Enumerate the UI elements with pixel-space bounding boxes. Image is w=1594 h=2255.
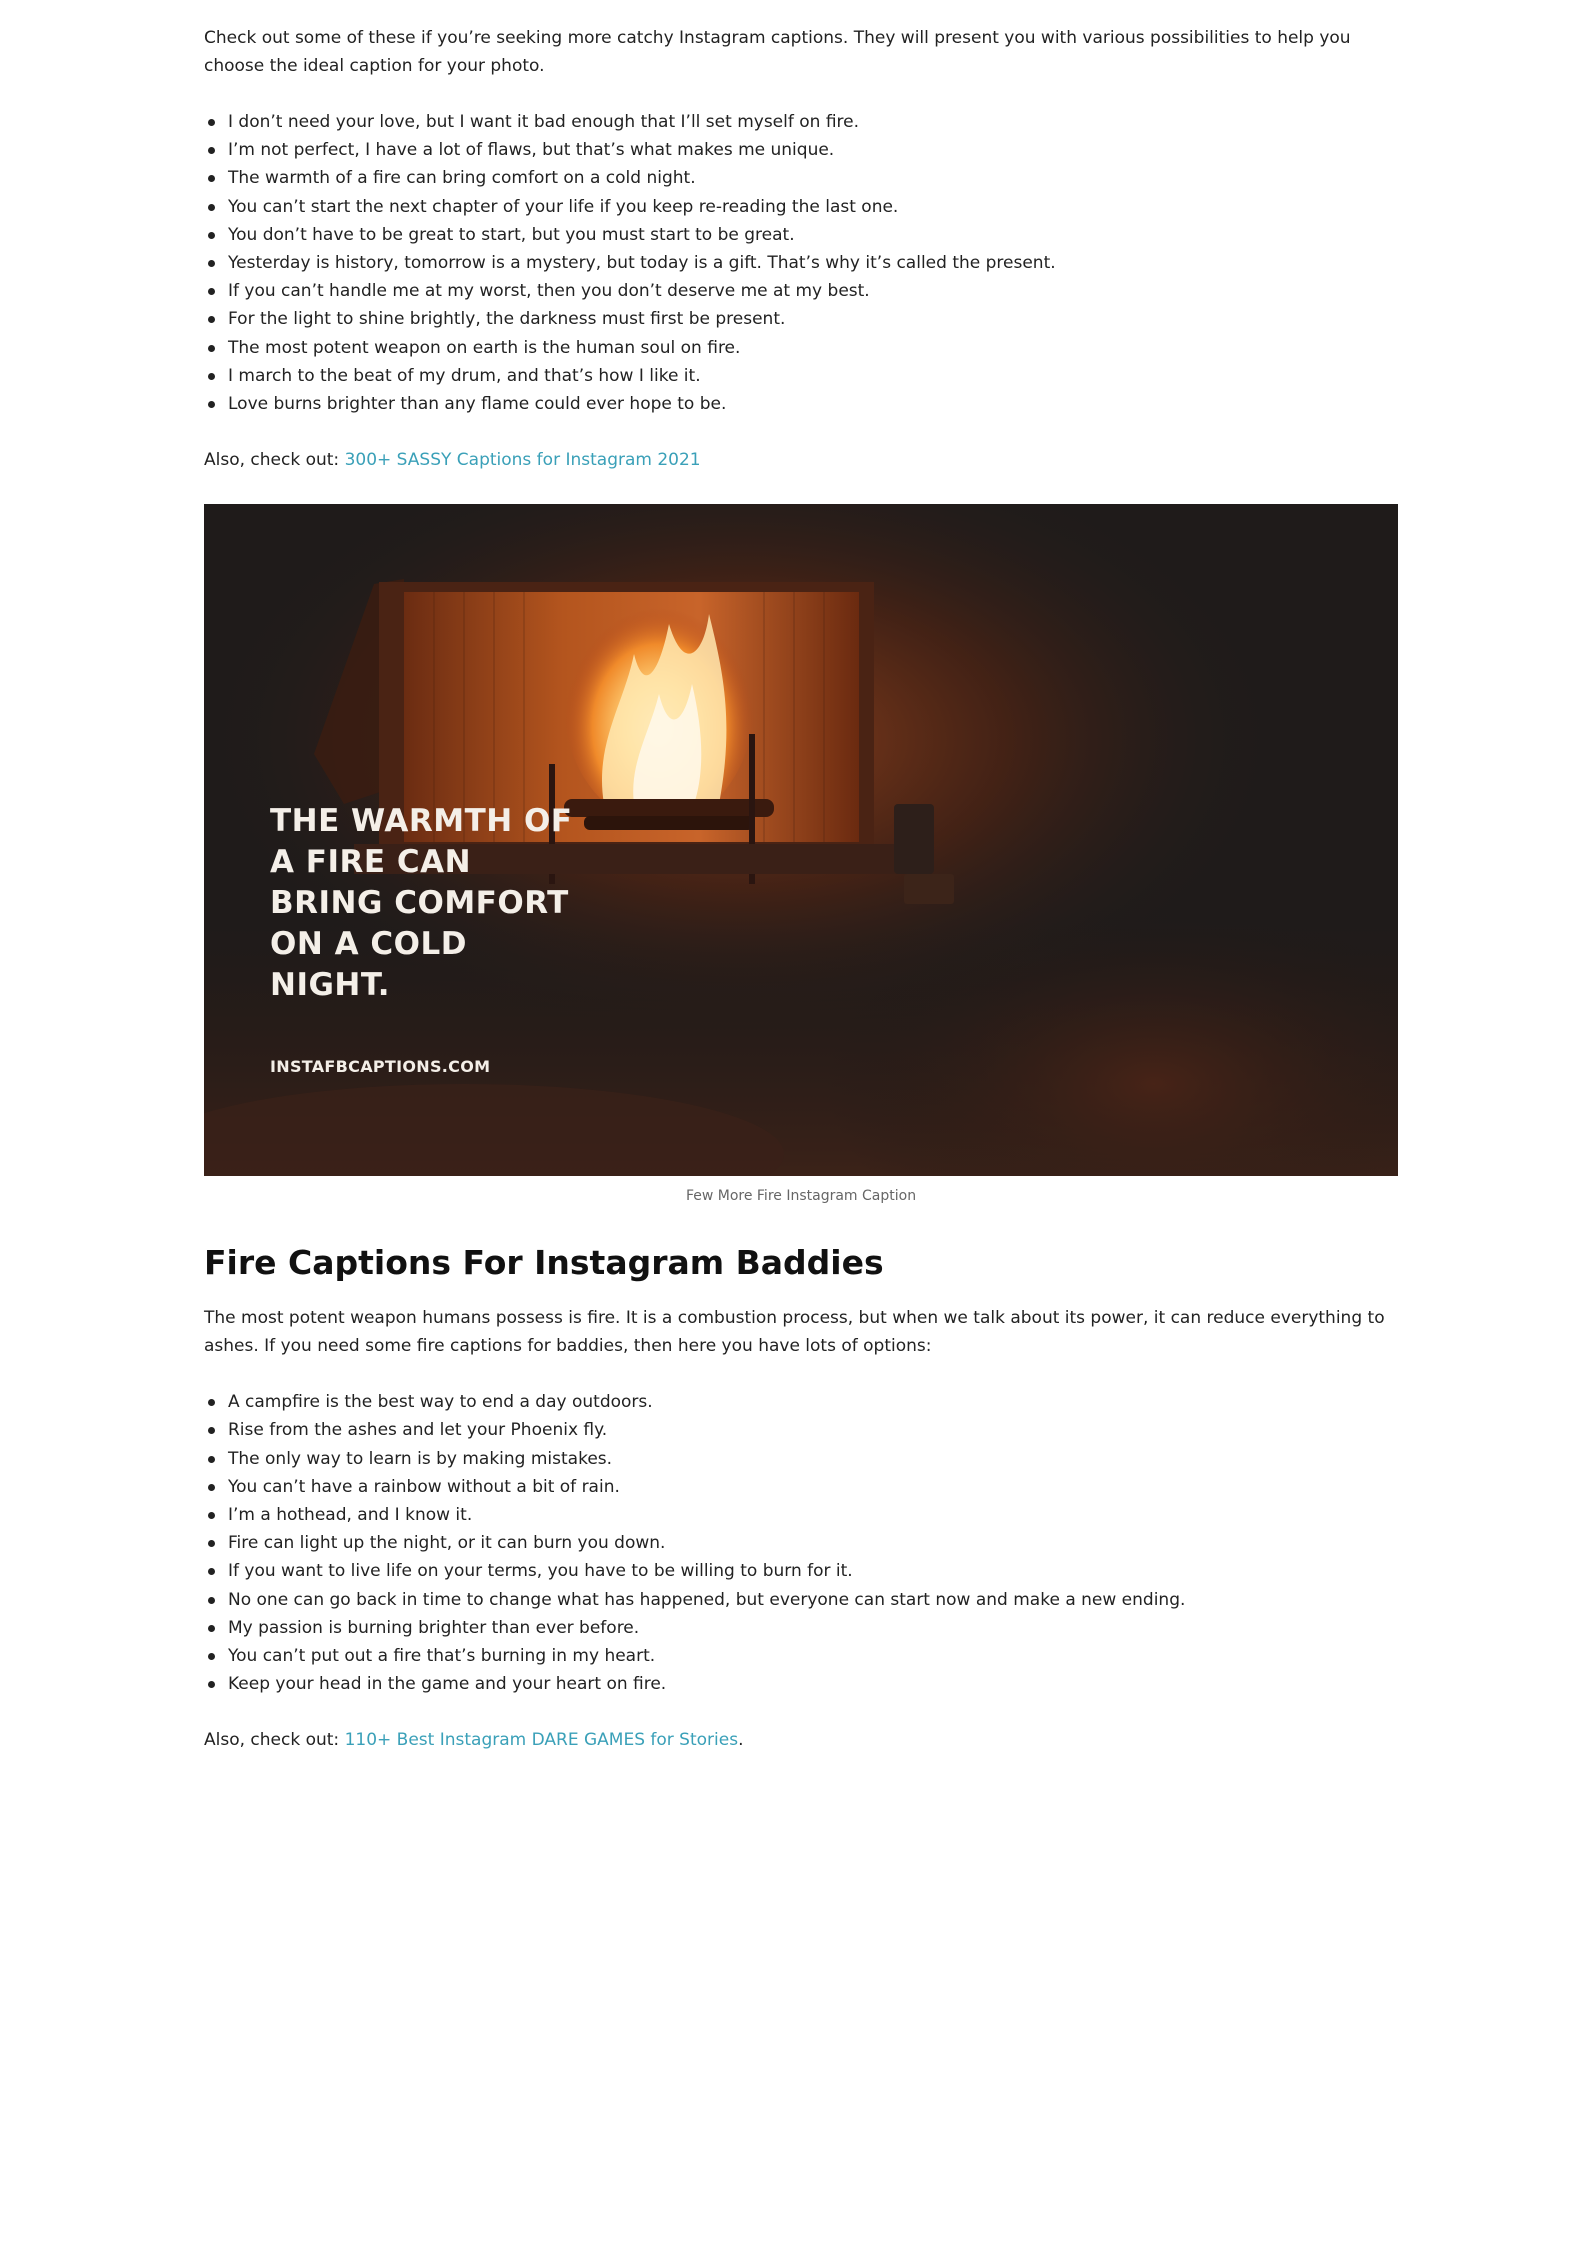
overlay-quote-line: NIGHT. [270, 967, 391, 1004]
list-item: Yesterday is history, tomorrow is a mystery, but today is a gift. That’s why it’s called the present. [204, 249, 1398, 277]
list-item: Keep your head in the game and your heart on fire. [204, 1670, 1398, 1698]
also-prefix: Also, check out: [204, 1730, 345, 1751]
also-check-out-1 [204, 446, 1398, 474]
list-item: The warmth of a fire can bring comfort on a cold night. [204, 164, 1398, 192]
list-item: A campfire is the best way to end a day outdoors. [204, 1388, 1398, 1416]
list-item: For the light to shine brightly, the darkness must first be present. [204, 305, 1398, 333]
list-item: If you can’t handle me at my worst, then you don’t deserve me at my best. [204, 277, 1398, 305]
article-content [204, 24, 1398, 1754]
list-item: My passion is burning brighter than ever before. [204, 1614, 1398, 1642]
list-item: You can’t have a rainbow without a bit of rain. [204, 1473, 1398, 1501]
list-item: I march to the beat of my drum, and that’s how I like it. [204, 362, 1398, 390]
list-item: I’m a hothead, and I know it. [204, 1501, 1398, 1529]
also-prefix: Also, check out: [204, 450, 345, 471]
list-item: You can’t put out a fire that’s burning in my heart. [204, 1642, 1398, 1670]
also-suffix: . [738, 1730, 744, 1751]
overlay-quote [270, 801, 590, 1006]
list-item: No one can go back in time to change what has happened, but everyone can start now and make a new ending. [204, 1586, 1398, 1614]
section1-intro: Check out some of these if you’re seeking more catchy Instagram captions. They will present you with various possibilities to help you choose the ideal caption for your photo. [204, 28, 1351, 76]
section-heading: Fire Captions For Instagram Baddies [204, 1243, 884, 1283]
also-check-out-2 [204, 1726, 1398, 1754]
list-item: Rise from the ashes and let your Phoenix fly. [204, 1416, 1398, 1444]
list-item: I don’t need your love, but I want it bad enough that I’ll set myself on fire. [204, 108, 1398, 136]
fireplace-image [204, 504, 1398, 1176]
caption-list-1 [204, 108, 1398, 418]
overlay-quote-line: ON A COLD [270, 926, 467, 963]
section2-intro: The most potent weapon humans possess is fire. It is a combustion process, but when we talk about its power, it can reduce everything to ashes. If you need some fire captions for baddies, then here you have lots of options: [204, 1308, 1385, 1357]
fireplace-figure [204, 504, 1398, 1206]
figure-caption: Few More Fire Instagram Caption [685, 1188, 917, 1205]
list-item: If you want to live life on your terms, you have to be willing to burn for it. [204, 1557, 1398, 1585]
list-item: The most potent weapon on earth is the human soul on fire. [204, 334, 1398, 362]
watermark-site: INSTAFBCAPTIONS.COM [270, 1057, 491, 1077]
list-item: I’m not perfect, I have a lot of flaws, but that’s what makes me unique. [204, 136, 1398, 164]
dare-games-link[interactable]: 110+ Best Instagram DARE GAMES for Stories [344, 1730, 739, 1751]
overlay-quote-line: THE WARMTH OF [270, 803, 573, 840]
list-item: You can’t start the next chapter of your life if you keep re-reading the last one. [204, 193, 1398, 221]
list-item: You don’t have to be great to start, but you must start to be great. [204, 221, 1398, 249]
list-item: Love burns brighter than any flame could ever hope to be. [204, 390, 1398, 418]
list-item: The only way to learn is by making mistakes. [204, 1445, 1398, 1473]
caption-list-2 [204, 1388, 1398, 1698]
sassy-captions-link[interactable]: 300+ SASSY Captions for Instagram 2021 [344, 450, 701, 471]
overlay-quote-line: BRING COMFORT [270, 885, 569, 922]
list-item: Fire can light up the night, or it can burn you down. [204, 1529, 1398, 1557]
overlay-quote-line: A FIRE CAN [270, 844, 472, 881]
